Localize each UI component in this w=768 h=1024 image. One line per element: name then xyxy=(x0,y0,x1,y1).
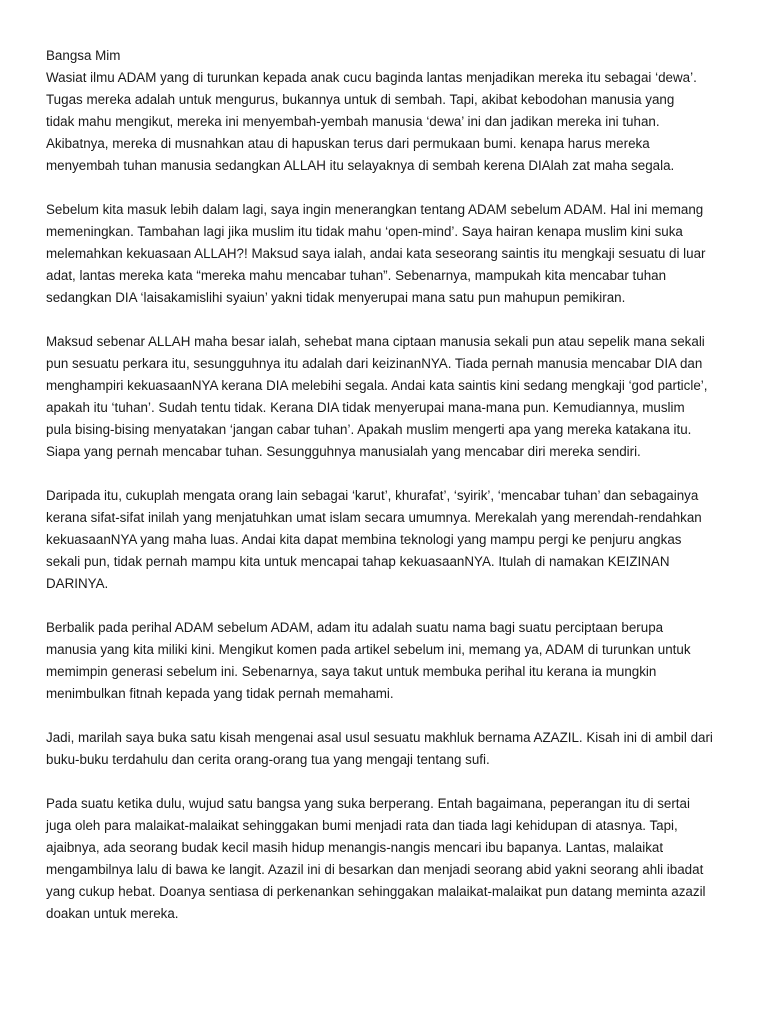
paragraph-line: Jadi, marilah saya buka satu kisah mengenai asal usul sesuatu makhluk bernama AZAZIL. Kisah ini di ambil dari xyxy=(46,730,713,745)
paragraph-line: yang cukup hebat. Doanya sentiasa di perkenankan sehinggakan malaikat-malaikat pun datang meminta azazil xyxy=(46,884,706,899)
paragraph-line: manusia yang kita miliki kini. Mengikut komen pada artikel sebelum ini, memang ya, ADAM di turunkan untuk xyxy=(46,642,691,657)
paragraph-line: memeningkan. Tambahan lagi jika muslim itu tidak mahu ‘open-mind’. Saya hairan kenapa muslim kini suka xyxy=(46,224,683,239)
paragraph-line: Sebelum kita masuk lebih dalam lagi, saya ingin menerangkan tentang ADAM sebelum ADAM. Hal ini memang xyxy=(46,202,704,217)
paragraph-line: Daripada itu, cukuplah mengata orang lain sebagai ‘karut’, khurafat’, ‘syirik’, ‘mencabar tuhan’ dan sebagainya xyxy=(46,488,699,503)
intro-line: menyembah tuhan manusia sedangkan ALLAH itu selayaknya di sembah kerena DIAlah zat maha segala. xyxy=(46,158,675,173)
paragraph-line: doakan untuk mereka. xyxy=(46,906,179,921)
paragraph-line: ajaibnya, ada seorang budak kecil masih hidup menangis-nangis mencari ibu bapanya. Lantas, malaikat xyxy=(46,840,664,855)
paragraph-adam-sebelum-adam xyxy=(46,199,736,309)
paragraph-line: kekuasaanNYA yang maha luas. Andai kita dapat membina teknologi yang mampu pergi ke penjuru angkas xyxy=(46,532,682,547)
paragraph-line: buku-buku terdahulu dan cerita orang-orang tua yang mengaji tentang sufi. xyxy=(46,752,490,767)
paragraph-line: DARINYA. xyxy=(46,576,109,591)
paragraph-line: pun sesuatu perkara itu, sesungguhnya itu adalah dari keizinanNYA. Tiada pernah manusia mencabar DIA dan xyxy=(46,356,703,371)
intro-line: tidak mahu mengikut, mereka ini menyembah-yembah manusia ‘dewa’ ini dan jadikan mereka ini tuhan. xyxy=(46,114,660,129)
document-title: Bangsa Mim xyxy=(46,48,121,63)
paragraph-line: Maksud sebenar ALLAH maha besar ialah, sehebat mana ciptaan manusia sekali pun atau sepelik mana sekali xyxy=(46,334,705,349)
paragraph-line: mengambilnya lalu di bawa ke langit. Azazil ini di besarkan dan menjadi seorang abid yakni seorang ahli ibadat xyxy=(46,862,704,877)
paragraph-line: Siapa yang pernah mencabar tuhan. Sesungguhnya manusialah yang mencabar diri mereka sendiri. xyxy=(46,444,641,459)
paragraph-line: pula bising-bising menyatakan ‘jangan cabar tuhan’. Apakah muslim mengerti apa yang mereka katakana itu. xyxy=(46,422,692,437)
intro-line: Tugas mereka adalah untuk mengurus, bukannya untuk di sembah. Tapi, akibat kebodohan manusia yang xyxy=(46,92,675,107)
paragraph-line: sedangkan DIA ‘laisakamislihi syaiun’ yakni tidak menyerupai mana satu pun mahupun pemikiran. xyxy=(46,290,626,305)
paragraph-allah-maha-besar xyxy=(46,331,736,463)
paragraph-bangsa-berperang xyxy=(46,793,736,925)
paragraph-perihal-adam xyxy=(46,617,736,705)
paragraph-line: Berbalik pada perihal ADAM sebelum ADAM, adam itu adalah suatu nama bagi suatu perciptaan berupa xyxy=(46,620,664,635)
paragraph-line: melemahkan kekuasaan ALLAH?! Maksud saya ialah, andai kata seseorang saintis itu mengkaji sesuatu di luar xyxy=(46,246,706,261)
paragraph-line: menghampiri kekuasaanNYA kerana DIA melebihi segala. Andai kata saintis kini sedang mengkaji ‘god particle’, xyxy=(46,378,708,393)
paragraph-line: apakah itu ‘tuhan’. Sudah tentu tidak. Kerana DIA tidak menyerupai mana-mana pun. Kemudiannya, muslim xyxy=(46,400,685,415)
paragraph-line: sekali pun, tidak pernah mampu kita untuk mencapai tahap kekuasaanNYA. Itulah di namakan KEIZINAN xyxy=(46,554,670,569)
paragraph-line: memimpin generasi sebelum ini. Sebenarnya, saya takut untuk membuka perihal itu kerana ia mungkin xyxy=(46,664,657,679)
paragraph-line: kerana sifat-sifat inilah yang menjatuhkan umat islam secara umumnya. Merekalah yang merendah-rendahkan xyxy=(46,510,702,525)
paragraph-line: Pada suatu ketika dulu, wujud satu bangsa yang suka berperang. Entah bagaimana, peperangan itu di sertai xyxy=(46,796,690,811)
paragraph-line: juga oleh para malaikat-malaikat sehinggakan bumi menjadi rata dan tiada lagi kehidupan di atasnya. Tapi, xyxy=(46,818,678,833)
paragraph-keizinan-darinya xyxy=(46,485,736,595)
paragraph-kisah-azazil xyxy=(46,727,736,771)
intro-line: Wasiat ilmu ADAM yang di turunkan kepada anak cucu baginda lantas menjadikan mereka itu sebagai ‘dewa’. xyxy=(46,70,697,85)
paragraph-line: menimbulkan fitnah kepada yang tidak pernah memahami. xyxy=(46,686,394,701)
paragraph-line: adat, lantas mereka kata “mereka mahu mencabar tuhan”. Sebenarnya, mampukah kita mencabar tuhan xyxy=(46,268,667,283)
document-page xyxy=(46,45,736,947)
intro-line: Akibatnya, mereka di musnahkan atau di hapuskan terus dari permukaan bumi. kenapa harus mereka xyxy=(46,136,650,151)
intro-block xyxy=(46,45,736,177)
